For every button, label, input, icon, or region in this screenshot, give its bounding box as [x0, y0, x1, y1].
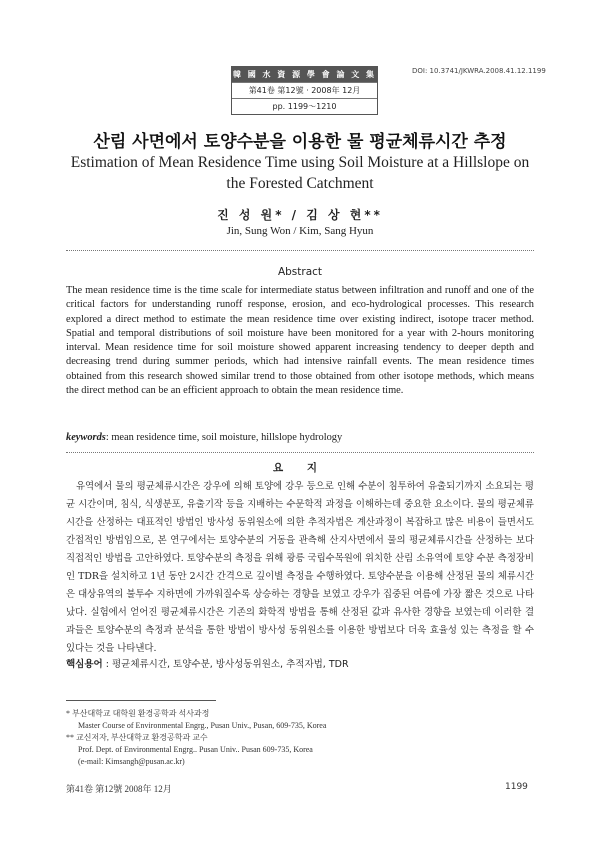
journal-info-box: [231, 66, 378, 115]
title-korean: 산림 사면에서 토양수분을 이용한 물 평균체류시간 추정: [93, 132, 507, 152]
doi[interactable]: DOI: 10.3741/JKWRA.2008.41.12.1199: [412, 67, 546, 75]
abstract-text: The mean residence time is the time scale for intermediate status between infiltration and runoff and one of the critical factors for understanding runoff response, erosion, and eco-hydrological processes. This research explored a direct method to estimate the mean residence time over existing indirect, isotope tracer method. Spatial and temporal distributions of soil moisture have been monitored for a year with 2-hours monitoring interval. Mean residence time for soil moisture showed apparent increasing tendency to deeper depth and decreasing trend during summer periods, which had intensive rainfall events. The mean residence times obtained from this research showed similar trend to those obtained from other isotope methods, which means the direct method can be an efficient approach to obtain the mean residence time.: [66, 285, 534, 397]
footer-issue: 第41卷 第12號 2008年 12月: [66, 784, 172, 794]
divider: [66, 250, 534, 251]
summary-text: 유역에서 물의 평균체류시간은 강우에 의해 토양에 강우 등으로 인해 수분이 침투하여 유출되기까지 소요되는 평균 시간이며, 침식, 식생분포, 유출기작 등을 지배하는 수문학적 과정을 이해하는데 중요한 요소이다. 물의 평균체류시간을 산정하는 대표적인 방법인 방사성 동위원소에 의한 추적자법은 계산과정이 복잡하고 많은 비용이 들면서도 간접적인 방법임으로, 본 연구에서는 토양수분의 거동을 관측해 산지사면에서 물의 평균체류시간을 산정하는 보다 직접적인 방법을 고안하였다. 토양수분의 측정을 위해 광릉 국립수목원에 위치한 산림 소유역에 토양 수분 측정장비인 TDR을 설치하고 1년 동안 2시간 간격으로 깊이별 측정을 수행하였다. 토양수분을 이용해 산정된 물의 체류시간은 대상유역의 불투수 지하면에 가까워질수록 상승하는 경향을 보였고 강우가 집중된 여름에 가장 짧은 것으로 나타났다. 실험에서 얻어진 평균체류시간은 기존의 화학적 방법을 통해 산정된 값과 유사한 경향을 보였는데 이러한 결과들은 토양수분의 측정과 분석을 통한 방법이 방사성 동위원소를 이용한 방법보다 더욱 효율성 있는 측정을 할 수 있다는 것을 나타낸다.: [66, 481, 534, 654]
keywords: [66, 432, 342, 443]
keywords-korean-label: 핵심용어: [66, 659, 103, 670]
footnote-2: ** 교신저자, 부산대학교 환경공학과 교수: [66, 733, 208, 742]
keywords-text: : mean residence time, soil moisture, hillslope hydrology: [105, 432, 343, 443]
page-number: 1199: [505, 782, 528, 792]
footnote-1-en: Master Course of Environmental Engrg., Pusan Univ., Pusan, 609-735, Korea: [78, 721, 327, 730]
keywords-label: keywords: [66, 432, 106, 443]
divider: [66, 452, 534, 453]
summary-heading: 요 지: [273, 462, 327, 474]
journal-pages: pp. 1199～1210: [232, 98, 377, 114]
title-english: Estimation of Mean Residence Time using Soil Moisture at a Hillslope on the Forested Catchment: [70, 154, 530, 192]
footnotes: [66, 708, 326, 768]
footnote-1: * 부산대학교 대학원 환경공학과 석사과정: [66, 709, 210, 718]
authors-korean: 진 성 원* / 김 상 현**: [217, 208, 383, 222]
journal-name: 韓 國 水 資 源 學 會 論 文 集: [232, 67, 377, 82]
footnote-2-en: Prof. Dept. of Environmental Engrg.. Pusan Univ.. Pusan 609-735, Korea: [78, 745, 313, 754]
keywords-korean-text: : 평균체류시간, 토양수분, 방사성동위원소, 추적자법, TDR: [102, 659, 349, 670]
footnote-rule: [66, 700, 216, 701]
authors-english: Jin, Sung Won / Kim, Sang Hyun: [226, 225, 374, 237]
abstract-heading: Abstract: [277, 266, 323, 278]
keywords-korean: [66, 656, 349, 670]
journal-volume: 第41卷 第12號 · 2008年 12月: [232, 82, 377, 98]
footnote-email[interactable]: (e-mail: Kimsangh@pusan.ac.kr): [78, 757, 185, 766]
